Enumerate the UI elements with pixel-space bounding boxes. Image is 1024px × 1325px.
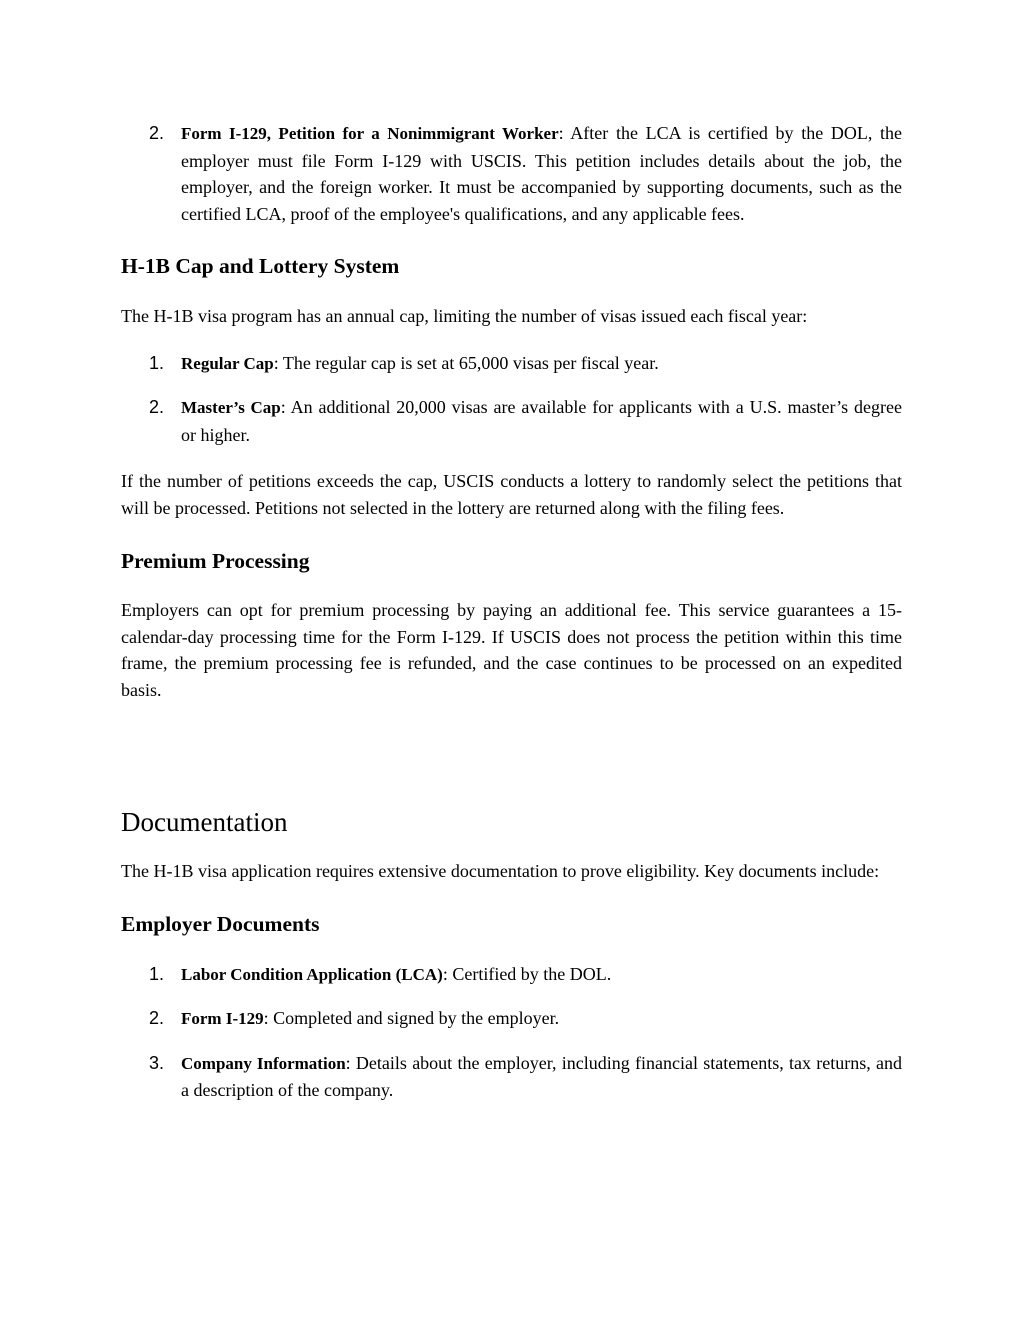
list-number: 1. <box>149 963 165 984</box>
list-term: Labor Condition Application (LCA) <box>181 964 443 984</box>
list-text: : Details about the employer, including financial statements, tax returns, and a description of the company. <box>181 1052 903 1100</box>
list-item-masters-cap <box>121 394 902 448</box>
list-term: Regular Cap <box>181 353 274 373</box>
list-text: : An additional 20,000 visas are available for applicants with a U.S. master’s degree or higher. <box>181 397 902 445</box>
documentation-intro-paragraph: The H-1B visa application requires extensive documentation to prove eligibility. Key documents include: <box>121 861 880 881</box>
list-item-lca <box>121 961 902 989</box>
list-number: 1. <box>149 352 165 373</box>
list-number: 2. <box>149 1008 165 1028</box>
cap-intro-paragraph: The H-1B visa program has an annual cap, limiting the number of visas issued each fiscal year: <box>121 306 808 326</box>
heading-cap-lottery: H-1B Cap and Lottery System <box>121 254 400 278</box>
list-item-form-i129 <box>121 120 902 227</box>
list-item-company-information <box>121 1050 902 1104</box>
list-text: : The regular cap is set at 65,000 visas per fiscal year. <box>273 352 659 373</box>
list-text: : Certified by the DOL. <box>442 963 612 984</box>
list-text: : After the LCA is certified by the DOL, the employer must file Form I-129 with USCIS. This petition includes details about the job, the employer, and the foreign worker. It must be accompanied by supporting documents, such as the certified LCA, proof of the employee's qualifications, and any applicable fees. <box>181 123 902 224</box>
list-number: 2. <box>149 123 165 143</box>
petition-steps-list <box>121 120 902 227</box>
lottery-paragraph: If the number of petitions exceeds the cap, USCIS conducts a lottery to randomly select the petitions that will be processed. Petitions not selected in the lottery are returned along with the filing fees. <box>121 471 902 518</box>
heading-employer-documents: Employer Documents <box>121 911 320 936</box>
list-term: Company Information <box>181 1053 346 1073</box>
list-number: 2. <box>149 397 165 417</box>
cap-list <box>121 350 902 449</box>
list-number: 3. <box>149 1052 165 1073</box>
list-text: : Completed and signed by the employer. <box>263 1008 560 1028</box>
heading-premium-processing: Premium Processing <box>121 549 310 573</box>
heading-documentation: Documentation <box>121 807 288 837</box>
employer-documents-list <box>121 961 902 1104</box>
list-term: Master’s Cap <box>181 398 281 417</box>
document-page <box>121 0 902 1104</box>
premium-processing-paragraph: Employers can opt for premium processing by paying an additional fee. This service guarantees a 15-calendar-day processing time for the Form I-129. If USCIS does not process the petition within this time frame, the premium processing fee is refunded, and the case continues to be processed on an expedited basis. <box>121 600 902 700</box>
list-term: Form I-129 <box>181 1009 264 1028</box>
list-item-regular-cap <box>121 350 902 378</box>
list-item-form-i129-doc <box>121 1005 902 1033</box>
list-term: Form I-129, Petition for a Nonimmigrant Worker <box>181 124 559 143</box>
